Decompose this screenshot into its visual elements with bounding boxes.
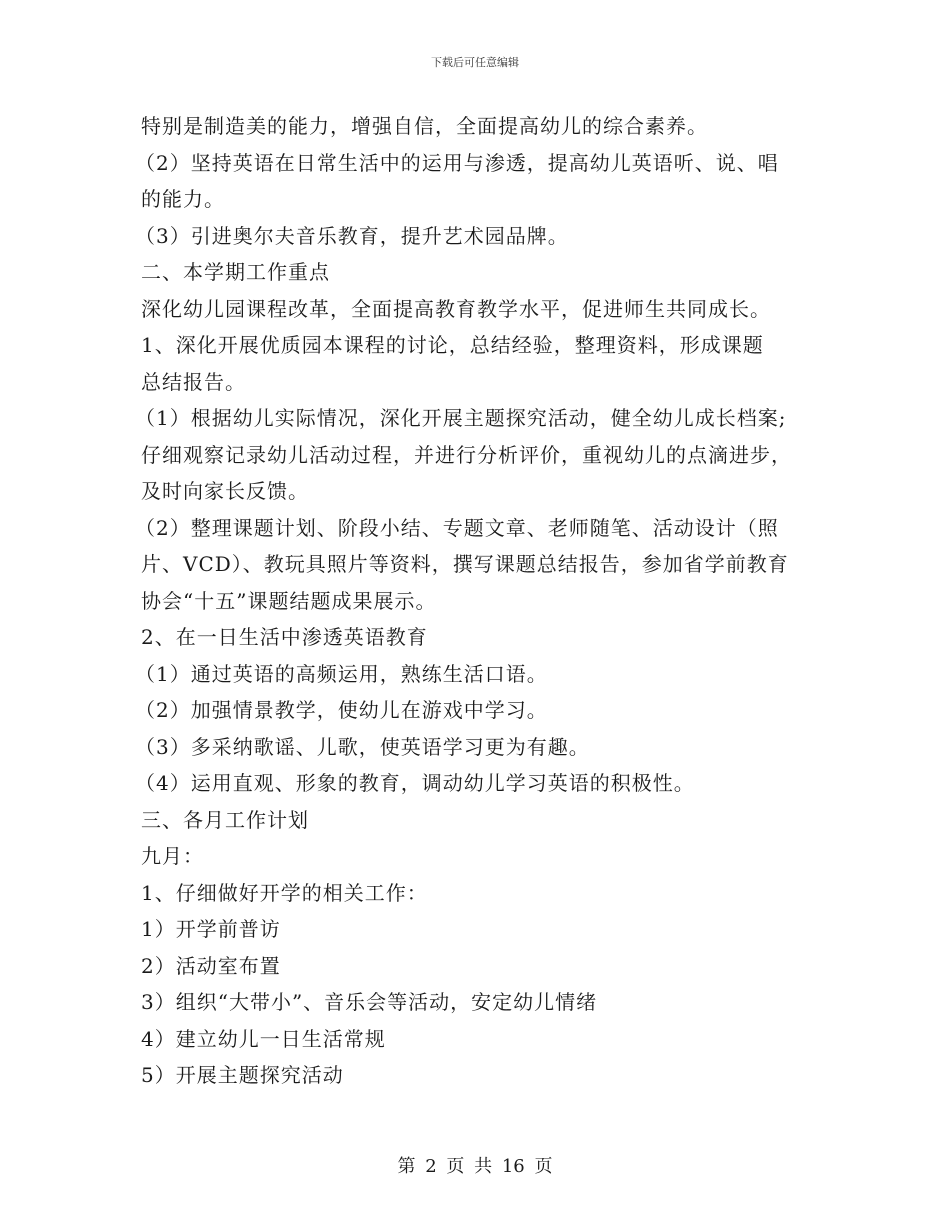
list-item: 2）活动室布置 [141,953,281,978]
paragraph-line: 深化幼儿园课程改革，全面提高教育教学水平，促进师生共同成长。 [141,296,771,321]
list-item: （1）通过英语的高频运用，熟练生活口语。 [135,661,548,686]
paragraph-line: 特别是制造美的能力，增强自信，全面提高幼儿的综合素养。 [141,114,708,138]
paragraph-line: （3）引进奥尔夫音乐教育，提升艺术园品牌。 [135,223,569,248]
page-header-note: 下载后可任意编辑 [431,56,519,69]
month-heading: 九月： [141,844,204,868]
paragraph-line: 及时向家长反馈。 [141,479,309,503]
list-item-heading: 1、深化开展优质园本课程的讨论，总结经验，整理资料，形成课题 [141,333,764,357]
document-body [135,108,821,1094]
list-item: （4）运用直观、形象的教育，调动幼儿学习英语的积极性。 [135,771,695,795]
section-heading: 二、本学期工作重点 [141,260,330,284]
list-item-heading: 2、在一日生活中渗透英语教育 [141,625,428,649]
list-item: 5）开展主题探究活动 [141,1063,344,1087]
list-item: （3）多采纳歌谣、儿歌，使英语学习更为有趣。 [135,734,590,759]
paragraph-line: 仔细观察记录幼儿活动过程，并进行分析评价，重视幼儿的点滴进步， [141,442,792,467]
list-item-heading: 1、仔细做好开学的相关工作： [141,880,428,905]
paragraph-line: 协会“十五”课题结题成果展示。 [141,588,437,613]
paragraph-line: （2）整理课题计划、阶段小结、专题文章、老师随笔、活动设计（照 [135,515,779,540]
list-item: 4）建立幼儿一日生活常规 [141,1026,386,1051]
section-heading: 三、各月工作计划 [141,807,309,832]
page-number-footer: 第 2 页 共 16 页 [397,1156,553,1177]
list-item: （2）加强情景教学，使幼儿在游戏中学习。 [135,698,548,722]
paragraph-line: 的能力。 [141,187,225,211]
paragraph-line: 总结报告。 [141,369,246,394]
paragraph-line: 片、VCD）、教玩具照片等资料，撰写课题总结报告，参加省学前教育 [141,552,789,576]
list-item: 3）组织“大带小”、音乐会等活动，安定幼儿情绪 [141,990,598,1014]
paragraph-line: （2）坚持英语在日常生活中的运用与渗透，提高幼儿英语听、说、唱 [135,150,779,175]
paragraph-line: （1）根据幼儿实际情况，深化开展主题探究活动，健全幼儿成长档案; [135,406,787,430]
list-item: 1）开学前普访 [141,917,281,941]
